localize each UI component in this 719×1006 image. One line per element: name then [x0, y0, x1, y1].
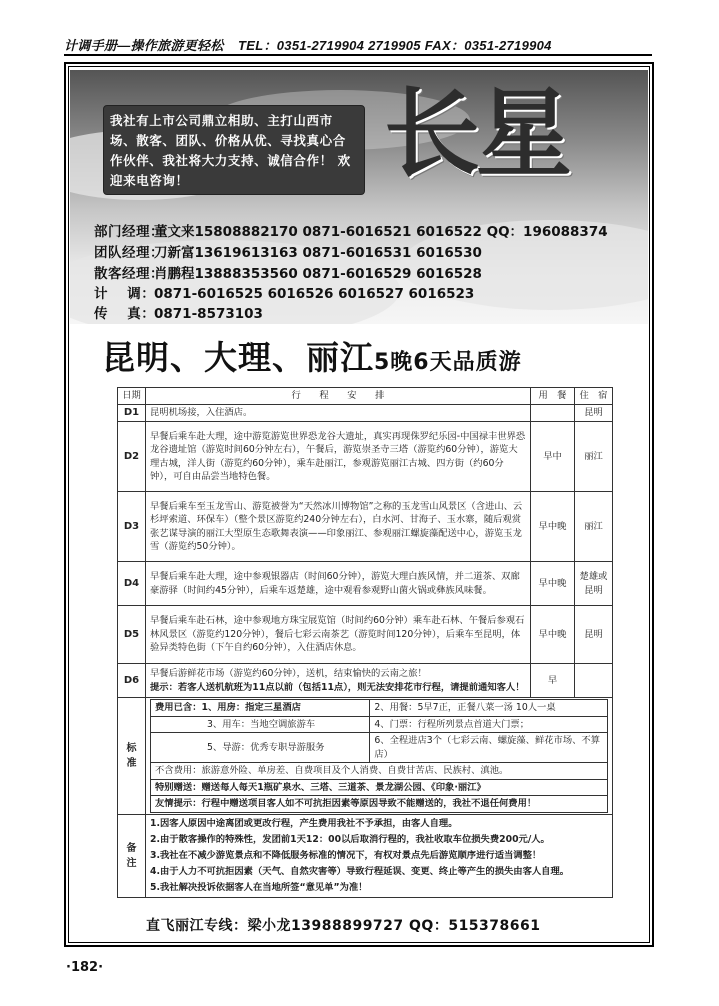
- table-row: [118, 405, 613, 422]
- contact-row: [94, 262, 482, 282]
- standards-item: 3、用车：当地空调旅游车: [151, 716, 370, 733]
- plan-cell: 早餐后乘车赴石林，途中参观地方珠宝展览馆（时间约60分钟）乘车赴石林、午餐后参观石林风景区（游览约120分钟），餐后七彩云南茶艺（游览时间120分钟），后乘车至昆明，体验异类特色街（下午自约60分钟），入住酒店休息。: [146, 606, 531, 664]
- standards-line: [151, 779, 608, 796]
- plan-cell: 早餐后乘车至玉龙雪山、游览被誉为“天然冰川博物馆”之称的玉龙雪山风景区（含进山、云杉坪索道、环保车）（整个景区游览约240分钟左右），白水河、甘海子、玉水寨，随后观赏张艺谋导演的丽江大型原生态歌舞表演——印象丽江、参观丽江螺旋藻配送中心，游览玉龙雪（游览约50分钟）。: [146, 492, 531, 562]
- stay-cell: 楚雄或昆明: [575, 562, 613, 606]
- day-cell: D2: [118, 422, 146, 492]
- standards-item: 6、全程进店3个（七彩云南、螺旋藻、鲜花市场、不算店）: [370, 733, 608, 763]
- contact-label: 计 调：: [94, 286, 156, 302]
- standards-line: [151, 796, 608, 813]
- tour-title-main: 昆明、大理、丽江: [102, 338, 374, 377]
- contact-row: [94, 241, 482, 261]
- meals-cell: 早中晚: [531, 606, 575, 664]
- table-row: [118, 422, 613, 492]
- contact-label: 部门经理：: [94, 224, 164, 240]
- contact-row: [94, 282, 474, 302]
- day-cell: D5: [118, 606, 146, 664]
- day-cell: D1: [118, 405, 146, 422]
- contact-label: 传 真：: [94, 306, 156, 322]
- standards-line: [151, 763, 608, 780]
- day-cell: D4: [118, 562, 146, 606]
- gift-text: 特别赠送：赠送每人每天1瓶矿泉水、三塔、三道茶、景龙湖公园、《印象·丽江》: [151, 779, 608, 796]
- meals-cell: 早中: [531, 422, 575, 492]
- plan-tip: 提示：若客人送机航班为11点以前（包括11点），则无法安排花市行程，请提前通知客人！: [150, 681, 525, 693]
- tip-text: 友情提示：行程中赠送项目客人如不可抗拒因素等原因导致不能赠送的，我社不退任何费用！: [151, 796, 608, 813]
- standards-item: 2、用餐：5早7正，正餐八菜一汤 10人一桌: [370, 700, 608, 717]
- standards-row: [118, 698, 613, 815]
- plan-cell: [146, 664, 531, 698]
- shuttle-contact: 直飞丽江专线：梁小龙13988899727 QQ：515378661: [146, 918, 541, 934]
- contact-value: 0871-8573103: [154, 306, 263, 322]
- meals-cell: [531, 405, 575, 422]
- contact-label: 散客经理：: [94, 266, 164, 282]
- tour-title: [102, 332, 522, 379]
- meals-cell: 早: [531, 664, 575, 698]
- contact-value: 0871-6016525 6016526 6016527 6016523: [154, 286, 475, 302]
- promo-message: 我社有上市公司鼎立相助、主打山西市场、散客、团队、价格从优、寻找真心合作伙伴、我社将大力支持、诚信合作！ 欢迎来电咨询！: [103, 105, 365, 195]
- stay-cell: 丽江: [575, 492, 613, 562]
- day-cell: D3: [118, 492, 146, 562]
- contact-value: 刀新富13619613163 0871-6016531 6016530: [154, 245, 482, 261]
- standards-line: [151, 716, 608, 733]
- plan-cell: 早餐后乘车赴大理，途中游览游览世界恐龙谷大遗址，真实再现侏罗纪乐园-中国禄丰世界恐龙谷遗址馆（游览时间60分钟左右），午餐后，游览崇圣寺三塔（游览约60分钟），游览大理古城，洋人街（游览约60分钟），乘车赴丽江，参观游览丽江古城、四方街（约60分钟），可自由品尝当地特色餐。: [146, 422, 531, 492]
- standards-item: 4、门票：行程所列景点首道大门票；: [370, 716, 608, 733]
- standards-line: [151, 700, 608, 717]
- table-row: [118, 664, 613, 698]
- standards-item: 不含费用：旅游意外险、单房差、自费项目及个人消费、自费甘苦店、民族村、滇池。: [151, 763, 608, 780]
- meals-cell: 早中晚: [531, 562, 575, 606]
- note-item: 3.我社在不减少游览景点和不降低服务标准的情况下，有权对景点先后游览顺序进行适当调整！: [150, 849, 542, 861]
- note-item: 1.因客人原因中途离团或更改行程，产生费用我社不予承担，由客人自理。: [150, 817, 458, 829]
- page-number: ·182·: [66, 960, 104, 975]
- standards-cell: [146, 698, 613, 815]
- contact-row: [94, 220, 608, 240]
- stay-cell: [575, 664, 613, 698]
- header-day: 日期: [118, 388, 146, 405]
- note-item: 2.由于散客操作的特殊性，发团前1天12：00以后取消行程的，我社收取车位损失费200元/人。: [150, 833, 550, 845]
- header-bar: [64, 34, 652, 56]
- stay-cell: 昆明: [575, 606, 613, 664]
- meals-cell: 早中晚: [531, 492, 575, 562]
- standards-label: 标准: [118, 698, 146, 815]
- plan-cell: 昆明机场接，入住酒店。: [146, 405, 531, 422]
- day-cell: D6: [118, 664, 146, 698]
- table-header: [118, 388, 613, 405]
- plan-cell: 早餐后乘车赴大理，途中参观银器店（时间60分钟），游览大理白族风情，并二道茶、双廊豪游驿（时间约45分钟），后乘车返楚雄，途中观看参观野山菌火锅或彝族风味餐。: [146, 562, 531, 606]
- standards-item: 费用已含：1、用房：指定三星酒店: [151, 700, 370, 717]
- note-item: 4.由于人力不可抗拒因素（天气、自然灾害等）导致行程延误、变更、终止等产生的损失由客人自理。: [150, 865, 570, 877]
- note-item: 5.我社解决投诉依据客人在当地所签“意见单”为准！: [150, 881, 368, 893]
- notes-row: [118, 814, 613, 897]
- header-title: 计调手册—操作旅游更轻松: [64, 38, 224, 53]
- standards-grid: [150, 699, 608, 813]
- notes-cell: [146, 814, 613, 897]
- stay-cell: 丽江: [575, 422, 613, 492]
- header-stay: 住 宿: [575, 388, 613, 405]
- contact-row: [94, 302, 263, 322]
- header-plan: 行 程 安 排: [146, 388, 531, 405]
- contact-value: 肖鹏程13888353560 0871-6016529 6016528: [154, 266, 482, 282]
- header-meals: 用 餐: [531, 388, 575, 405]
- itinerary-table: [117, 387, 613, 898]
- notes-label: 备注: [118, 814, 146, 897]
- brand-logo: 长星: [384, 77, 568, 190]
- plan-text: 早餐后游鲜花市场（游览约60分钟），送机，结束愉快的云南之旅！: [150, 668, 427, 679]
- header-phones: TEL：0351-2719904 2719905 FAX：0351-2719904: [238, 38, 552, 53]
- contact-label: 团队经理：: [94, 245, 164, 261]
- standards-item: 5、导游：优秀专职导游服务: [151, 733, 370, 763]
- tour-title-sub: 5晚6天品质游: [374, 350, 522, 375]
- stay-cell: 昆明: [575, 405, 613, 422]
- table-row: [118, 606, 613, 664]
- standards-line: [151, 733, 608, 763]
- table-row: [118, 492, 613, 562]
- contact-value: 董文来15808882170 0871-6016521 6016522 QQ：196088374: [154, 224, 608, 240]
- table-row: [118, 562, 613, 606]
